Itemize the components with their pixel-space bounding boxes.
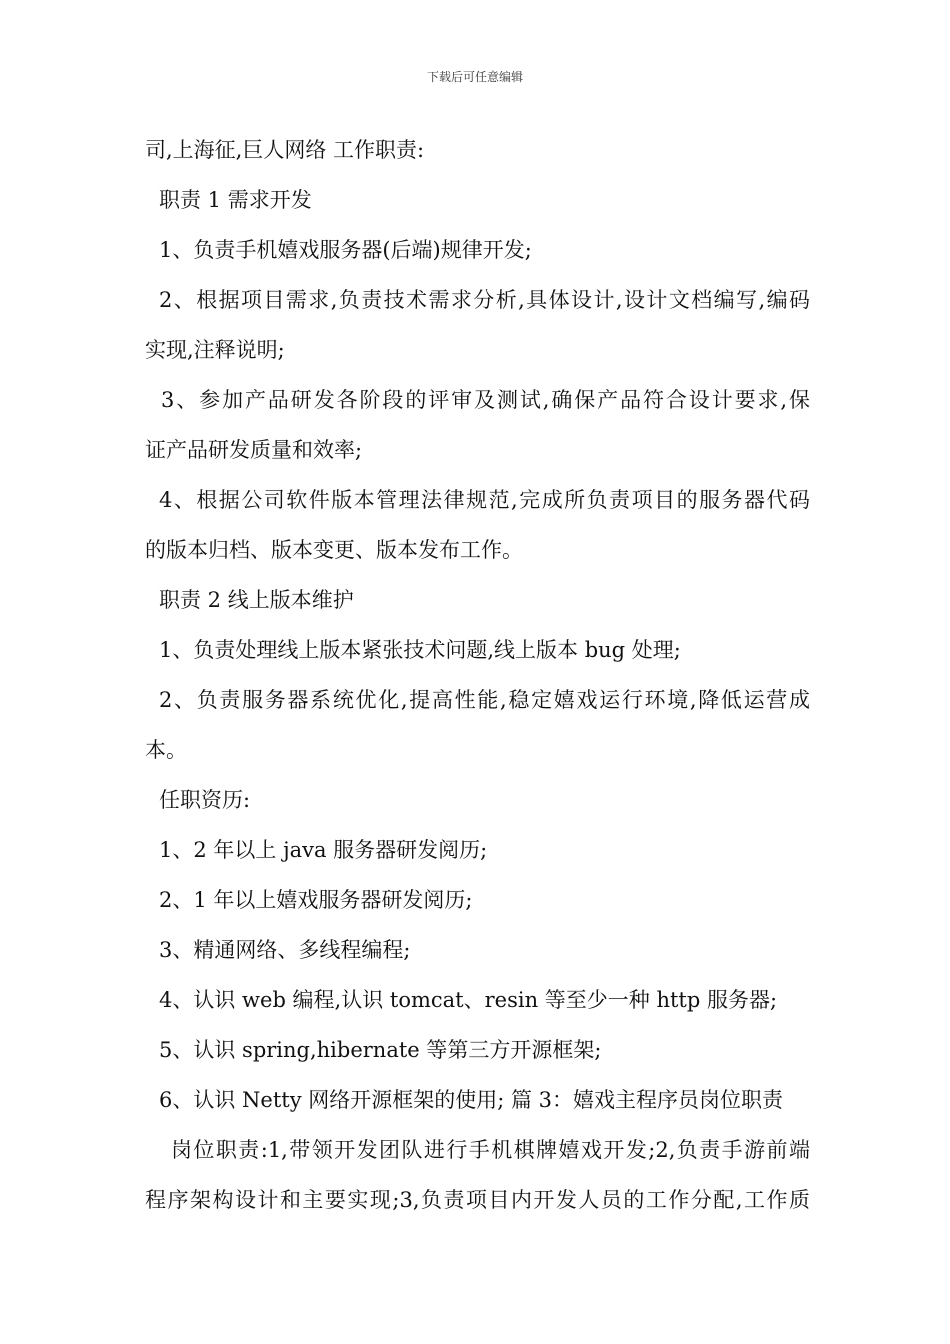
list-item-continuation: 本。 xyxy=(145,738,187,762)
text-line: 司,上海征,巨人网络 工作职责: xyxy=(145,138,425,162)
list-item: 1、2 年以上 java 服务器研发阅历; xyxy=(159,838,488,862)
list-item: 6、认识 Netty 网络开源框架的使用; 篇 3：嬉戏主程序员岗位职责 xyxy=(159,1088,784,1112)
list-item: 1、负责处理线上版本紧张技术问题,线上版本 bug 处理; xyxy=(159,638,681,662)
list-item-continuation: 的版本归档、版本变更、版本发布工作。 xyxy=(145,538,523,562)
list-item: 3、参加产品研发各阶段的评审及测试,确保产品符合设计要求,保 xyxy=(161,388,810,412)
paragraph-line: 岗位职责:1,带领开发团队进行手机棋牌嬉戏开发;2,负责手游前端 xyxy=(171,1138,810,1162)
page-header: 下载后可任意编辑 xyxy=(426,70,523,84)
list-item-continuation: 证产品研发质量和效率; xyxy=(145,438,363,462)
list-item-continuation: 实现,注释说明; xyxy=(145,338,285,362)
section-heading: 职责 1 需求开发 xyxy=(159,188,312,212)
paragraph-line: 程序架构设计和主要实现;3,负责项目内开发人员的工作分配,工作质 xyxy=(145,1188,810,1212)
section-heading: 任职资历: xyxy=(159,788,251,812)
list-item: 4、认识 web 编程,认识 tomcat、resin 等至少一种 http 服务器; xyxy=(159,988,778,1012)
list-item: 4、根据公司软件版本管理法律规范,完成所负责项目的服务器代码 xyxy=(159,488,810,512)
document-body xyxy=(145,128,810,1228)
list-item: 5、认识 spring,hibernate 等第三方开源框架; xyxy=(159,1038,602,1062)
list-item: 2、负责服务器系统优化,提高性能,稳定嬉戏运行环境,降低运营成 xyxy=(159,688,810,712)
list-item: 3、精通网络、多线程编程; xyxy=(159,938,411,962)
list-item: 1、负责手机嬉戏服务器(后端)规律开发; xyxy=(159,238,532,262)
section-heading: 职责 2 线上版本维护 xyxy=(159,588,354,612)
list-item: 2、根据项目需求,负责技术需求分析,具体设计,设计文档编写,编码 xyxy=(159,288,810,312)
list-item: 2、1 年以上嬉戏服务器研发阅历; xyxy=(159,888,473,912)
